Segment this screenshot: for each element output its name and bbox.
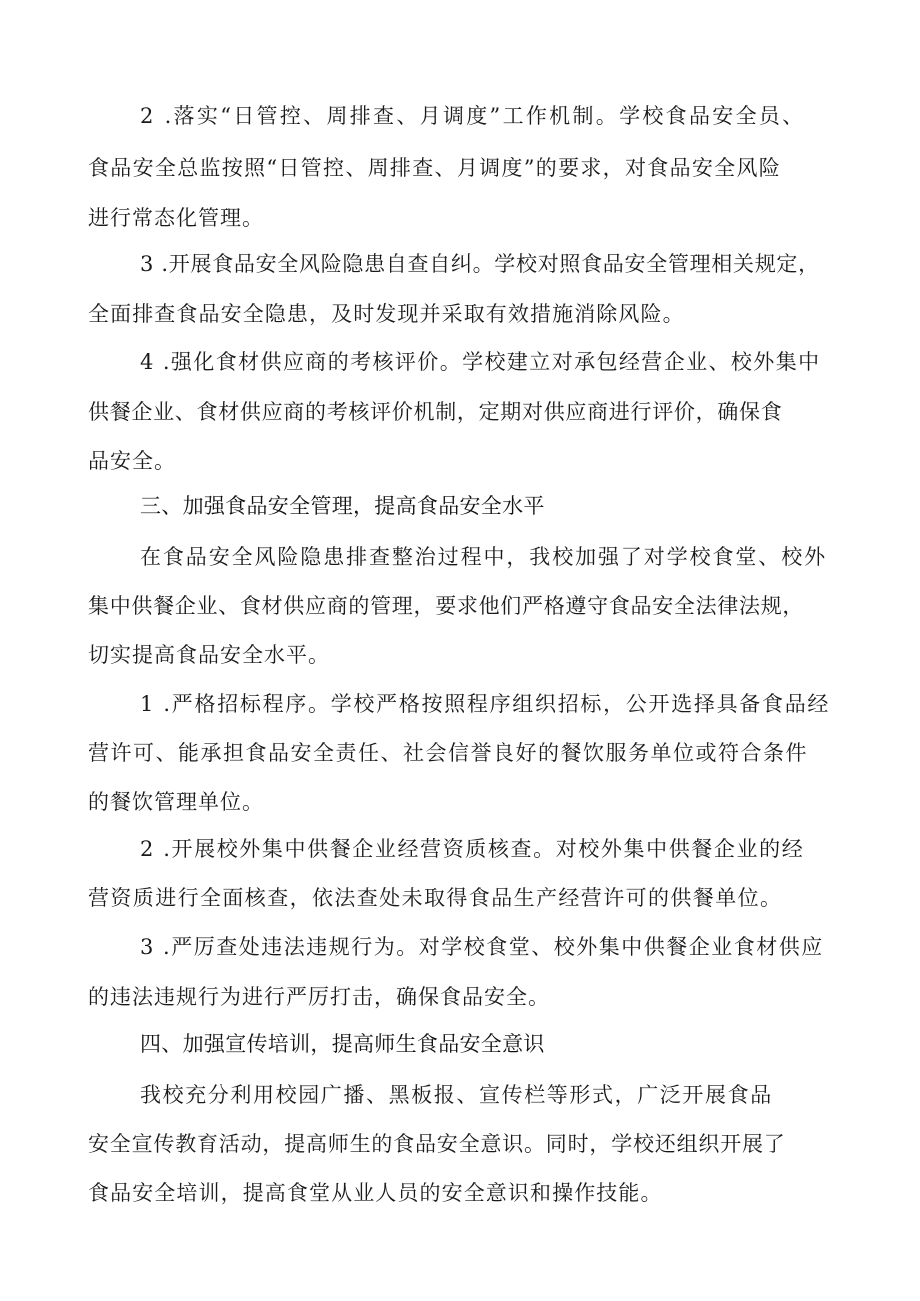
paragraph-line: 的违法违规行为进行严厉打击，确保食品安全。 bbox=[88, 985, 550, 1009]
paragraph-line: 安全宣传教育活动，提高师生的食品安全意识。同时，学校还组织开展了 bbox=[88, 1132, 786, 1156]
paragraph-line: 2 .落实“日管控、周排查、月调度”工作机制。学校食品安全员、 bbox=[140, 104, 806, 128]
paragraph-line: 4 .强化食材供应商的考核评价。学校建立对承包经营企业、校外集中 bbox=[140, 350, 821, 374]
paragraph-line: 3 .严厉查处违法违规行为。对学校食堂、校外集中供餐企业食材供应 bbox=[140, 935, 824, 959]
paragraph-line: 进行常态化管理。 bbox=[88, 206, 264, 230]
paragraph-line: 供餐企业、食材供应商的考核评价机制，定期对供应商进行评价，确保食 bbox=[88, 400, 783, 424]
paragraph-line: 食品安全总监按照“日管控、周排查、月调度”的要求，对食品安全风险 bbox=[88, 156, 782, 180]
paragraph-line: 集中供餐企业、食材供应商的管理，要求他们严格遵守食品安全法律法规， bbox=[88, 594, 805, 618]
paragraph-line: 的餐饮管理单位。 bbox=[88, 790, 264, 814]
paragraph-line: 在食品安全风险隐患排查整治过程中，我校加强了对学校食堂、校外 bbox=[140, 545, 827, 569]
paragraph-line: 3 .开展食品安全风险隐患自查自纠。学校对照食品安全管理相关规定， bbox=[140, 252, 820, 276]
paragraph-line: 2 .开展校外集中供餐企业经营资质核查。对校外集中供餐企业的经 bbox=[140, 837, 805, 861]
section-heading: 三、加强食品安全管理，提高食品安全水平 bbox=[140, 494, 545, 518]
paragraph-line: 品安全。 bbox=[88, 449, 176, 473]
paragraph-line: 1 .严格招标程序。学校严格按照程序组织招标，公开选择具备食品经 bbox=[140, 692, 831, 716]
paragraph-line: 营许可、能承担食品安全责任、社会信誉良好的餐饮服务单位或符合条件 bbox=[88, 741, 808, 765]
paragraph-line: 食品安全培训，提高食堂从业人员的安全意识和操作技能。 bbox=[88, 1181, 663, 1205]
paragraph-line: 我校充分利用校园广播、黑板报、宣传栏等形式，广泛开展食品 bbox=[140, 1083, 773, 1107]
section-heading: 四、加强宣传培训，提高师生食品安全意识 bbox=[140, 1032, 545, 1056]
paragraph-line: 切实提高食品安全水平。 bbox=[88, 643, 330, 667]
paragraph-line: 全面排查食品安全隐患，及时发现并采取有效措施消除风险。 bbox=[88, 302, 685, 326]
paragraph-line: 营资质进行全面核查，依法查处未取得食品生产经营许可的供餐单位。 bbox=[88, 886, 783, 910]
